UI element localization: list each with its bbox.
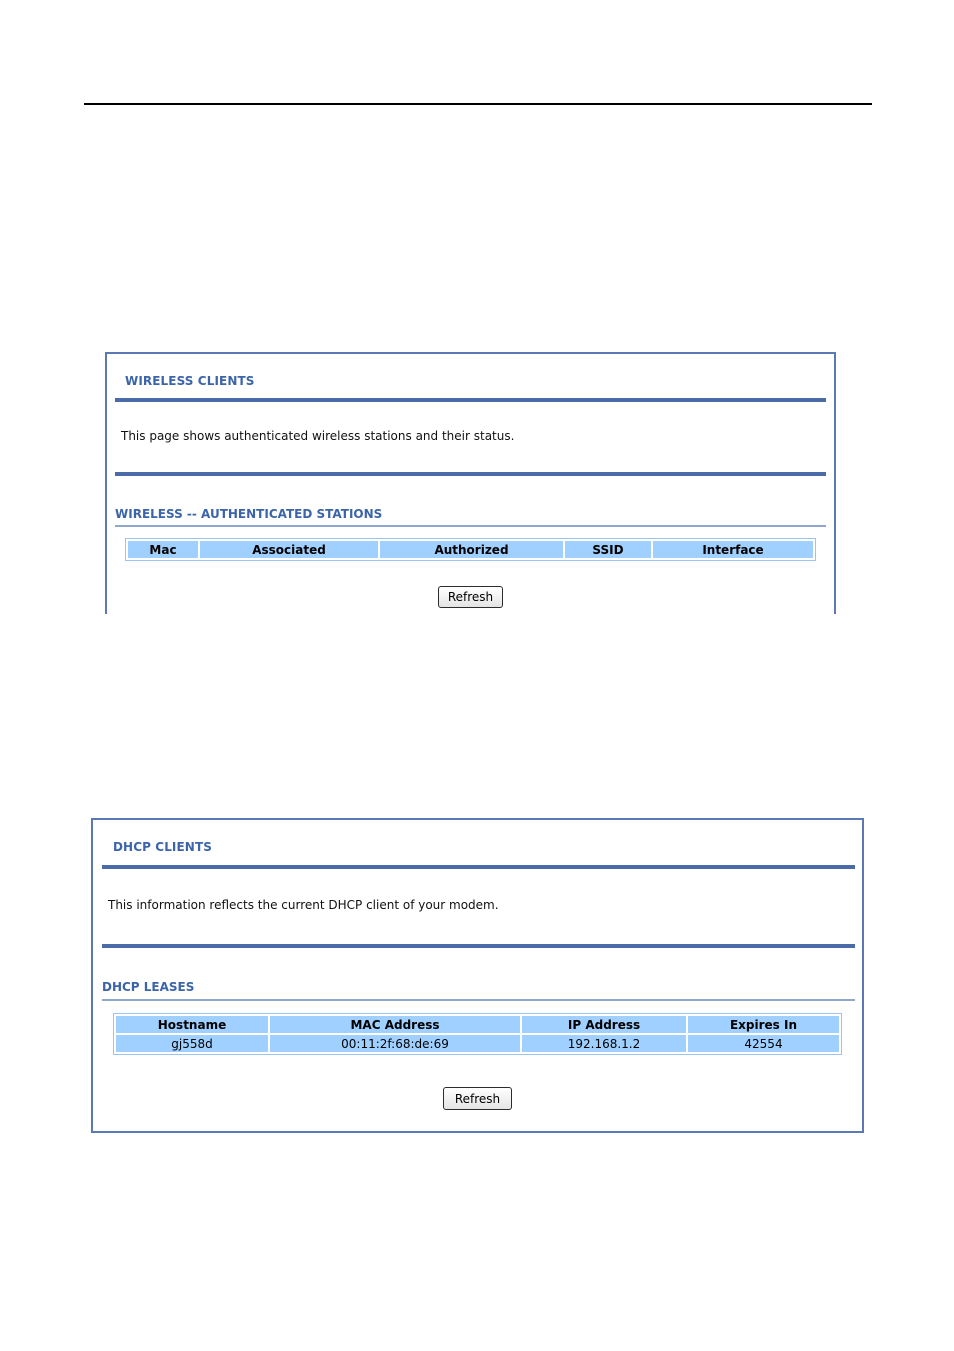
wireless-refresh-button[interactable]: Refresh — [438, 586, 503, 608]
dhcp-description-divider — [102, 944, 855, 948]
wireless-title-divider — [115, 398, 826, 402]
wireless-description-divider — [115, 472, 826, 476]
hostname-cell: gj558d — [116, 1035, 268, 1052]
column-header-authorized: Authorized — [380, 541, 563, 558]
dhcp-description: This information reflects the current DHCP client of your modem. — [108, 898, 499, 912]
stations-title-divider — [115, 525, 826, 527]
dhcp-clients-title: DHCP CLIENTS — [113, 840, 212, 854]
table-header-row — [116, 1016, 839, 1033]
authenticated-stations-title: WIRELESS -- AUTHENTICATED STATIONS — [115, 507, 383, 521]
column-header-mac: Mac — [128, 541, 198, 558]
mac-address-cell: 00:11:2f:68:de:69 — [270, 1035, 520, 1052]
wireless-description: This page shows authenticated wireless stations and their status. — [121, 429, 515, 443]
ip-address-cell: 192.168.1.2 — [522, 1035, 686, 1052]
column-header-mac-address: MAC Address — [270, 1016, 520, 1033]
wireless-clients-panel — [105, 352, 836, 614]
dhcp-leases-table — [113, 1013, 842, 1055]
authenticated-stations-table — [125, 538, 816, 561]
column-header-ip-address: IP Address — [522, 1016, 686, 1033]
column-header-expires-in: Expires In — [688, 1016, 839, 1033]
expires-in-cell: 42554 — [688, 1035, 839, 1052]
dhcp-clients-panel — [91, 818, 864, 1133]
dhcp-refresh-button[interactable]: Refresh — [443, 1087, 512, 1110]
column-header-interface: Interface — [653, 541, 813, 558]
column-header-associated: Associated — [200, 541, 378, 558]
dhcp-leases-title: DHCP LEASES — [102, 980, 195, 994]
leases-title-divider — [102, 999, 855, 1001]
column-header-hostname: Hostname — [116, 1016, 268, 1033]
column-header-ssid: SSID — [565, 541, 651, 558]
wireless-clients-title: WIRELESS CLIENTS — [125, 374, 255, 388]
dhcp-title-divider — [102, 865, 855, 869]
table-header-row — [128, 541, 813, 558]
page-top-rule — [84, 103, 872, 105]
table-row — [116, 1035, 839, 1052]
